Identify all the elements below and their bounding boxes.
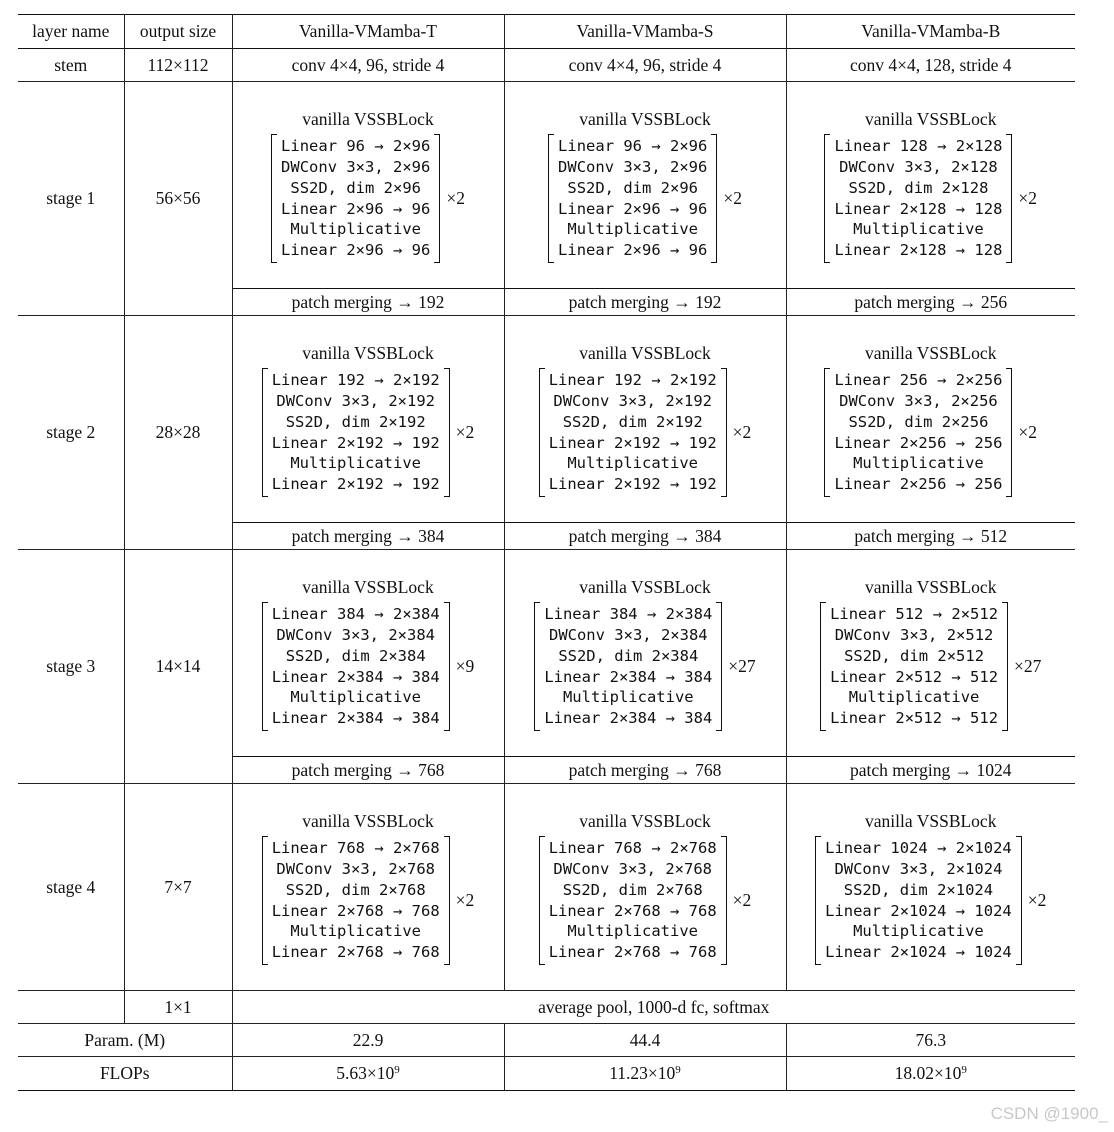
block-layer-line: Linear 2×768 → 768 — [271, 901, 440, 920]
block-title: vanilla VSSBLock — [579, 577, 711, 598]
block-layer-line: Linear 1024 → 2×1024 — [825, 839, 1012, 858]
block-layer-line: SS2D, dim 2×1024 — [843, 880, 994, 899]
block-layer-line: DWConv 3×3, 2×1024 — [834, 859, 1003, 878]
block-layer-line: Linear 2×128 → 128 — [834, 199, 1003, 218]
block-repeat-count: ×2 — [455, 890, 475, 910]
block-layer-line: Multiplicative — [567, 922, 698, 941]
watermark: CSDN @1900_ — [990, 1104, 1108, 1123]
block-layer-line: DWConv 3×3, 2×384 — [276, 625, 435, 644]
block-title: vanilla VSSBLock — [302, 811, 434, 832]
block-layer-line: Multiplicative — [567, 220, 699, 239]
stage-block-cell — [786, 784, 1075, 991]
stem-cell-b: conv 4×4, 128, stride 4 — [849, 54, 1012, 75]
stage-block-cell — [504, 550, 786, 757]
stage-block-cell — [504, 784, 786, 991]
stem-size: 112×112 — [124, 49, 232, 82]
block-matrix-row — [539, 838, 752, 963]
block-layer-line: Multiplicative — [290, 688, 421, 707]
block-title: vanilla VSSBLock — [865, 109, 997, 130]
block-layer-line: Linear 2×384 → 384 — [271, 667, 440, 686]
block-layer-matrix — [824, 136, 1012, 261]
block-layer-matrix — [271, 136, 440, 261]
block-layer-matrix — [815, 838, 1022, 963]
stage-block-cell — [786, 550, 1075, 757]
flops-exponent: 9 — [675, 1064, 681, 1076]
block-matrix-row — [824, 370, 1037, 495]
block-layer-line: Linear 192 → 2×192 — [548, 371, 717, 390]
block-repeat-count: ×2 — [732, 422, 752, 442]
block-layer-line: SS2D, dim 2×96 — [290, 178, 422, 197]
block-layer-line: Linear 384 → 2×384 — [271, 605, 440, 624]
block-layer-line: SS2D, dim 2×384 — [558, 646, 699, 665]
block-matrix-row — [820, 604, 1041, 729]
block-layer-line: SS2D, dim 2×96 — [567, 178, 699, 197]
architecture-table — [18, 14, 1075, 1091]
block-layer-line: Linear 2×1024 → 1024 — [825, 943, 1012, 962]
vss-block — [787, 577, 1076, 729]
block-layer-line: Multiplicative — [853, 220, 984, 239]
pool-layer-name — [18, 991, 124, 1024]
vss-block — [233, 577, 504, 729]
block-title: vanilla VSSBLock — [302, 343, 434, 364]
stem-row — [18, 49, 1075, 82]
block-repeat-count: ×2 — [723, 188, 742, 208]
block-layer-line: Linear 2×512 → 512 — [830, 709, 999, 728]
block-repeat-count: ×2 — [1018, 422, 1038, 442]
block-layer-line: Linear 2×384 → 384 — [271, 709, 440, 728]
block-repeat-count: ×2 — [1027, 890, 1047, 910]
block-repeat-count: ×2 — [1018, 188, 1038, 208]
block-layer-line: Linear 2×256 → 256 — [834, 475, 1003, 494]
block-repeat-count: ×2 — [732, 890, 752, 910]
block-layer-line: Multiplicative — [853, 454, 984, 473]
block-layer-line: Linear 2×256 → 256 — [834, 433, 1003, 452]
param-value-t: 22.9 — [232, 1024, 504, 1057]
block-layer-matrix — [262, 604, 450, 729]
block-layer-line: Linear 2×1024 → 1024 — [825, 901, 1012, 920]
patch-merging-cell: patch merging → 192 — [232, 289, 504, 316]
block-repeat-count: ×2 — [455, 422, 475, 442]
block-layer-matrix — [534, 604, 722, 729]
block-layer-line: Multiplicative — [562, 688, 694, 707]
block-layer-line: Linear 512 → 2×512 — [830, 605, 999, 624]
stage-row — [18, 82, 1075, 289]
stage-block-cell — [232, 550, 504, 757]
block-layer-line: DWConv 3×3, 2×512 — [834, 625, 994, 644]
block-layer-line: Multiplicative — [290, 922, 421, 941]
flops-value-b — [786, 1057, 1075, 1091]
flops-value-t — [232, 1057, 504, 1091]
block-repeat-count: ×9 — [455, 656, 475, 676]
header-model-s: Vanilla-VMamba-S — [504, 15, 786, 49]
block-layer-line: DWConv 3×3, 2×128 — [839, 157, 998, 176]
patch-merging-cell: patch merging → 384 — [232, 523, 504, 550]
block-matrix-row — [262, 604, 475, 729]
block-title: vanilla VSSBLock — [579, 343, 711, 364]
block-matrix-row — [262, 370, 475, 495]
patch-merging-cell: patch merging → 256 — [854, 291, 1008, 312]
header-model-t: Vanilla-VMamba-T — [232, 15, 504, 49]
stage-name: stage 4 — [18, 784, 124, 991]
patch-merging-cell: patch merging → 192 — [504, 289, 786, 316]
stage-name: stage 3 — [18, 550, 124, 784]
block-layer-line: Linear 2×512 → 512 — [830, 667, 999, 686]
block-layer-line: DWConv 3×3, 2×256 — [839, 391, 998, 410]
block-layer-matrix — [548, 136, 717, 261]
stage-output-size: 14×14 — [124, 550, 232, 784]
vss-block — [505, 811, 786, 963]
pool-row — [18, 991, 1075, 1024]
block-title: vanilla VSSBLock — [579, 109, 711, 130]
block-layer-line: Linear 2×96 → 96 — [558, 241, 708, 260]
block-layer-line: Linear 2×96 → 96 — [281, 241, 431, 260]
block-layer-line: Linear 2×384 → 384 — [544, 709, 713, 728]
vss-block — [505, 577, 786, 729]
pool-text: average pool, 1000-d fc, softmax — [538, 996, 770, 1017]
block-layer-line: Linear 2×768 → 768 — [548, 943, 717, 962]
stage-block-cell — [786, 82, 1075, 289]
block-matrix-row — [824, 136, 1037, 261]
stage-row — [18, 550, 1075, 757]
param-value-s: 44.4 — [504, 1024, 786, 1057]
param-row — [18, 1024, 1075, 1057]
block-layer-line: Linear 2×96 → 96 — [281, 199, 431, 218]
block-layer-line: SS2D, dim 2×192 — [562, 412, 703, 431]
patch-merging-cell: patch merging → 384 — [504, 523, 786, 550]
flops-row — [18, 1057, 1075, 1091]
param-value-b: 76.3 — [915, 1029, 947, 1050]
block-layer-line: Linear 768 → 2×768 — [271, 839, 440, 858]
header-output-size: output size — [124, 15, 232, 49]
vss-block — [787, 811, 1076, 963]
block-layer-line: SS2D, dim 2×128 — [848, 178, 989, 197]
block-layer-matrix — [539, 370, 727, 495]
stage-row — [18, 316, 1075, 523]
block-layer-line: Linear 256 → 2×256 — [834, 371, 1003, 390]
block-layer-line: SS2D, dim 2×512 — [844, 646, 985, 665]
stage-block-cell — [232, 784, 504, 991]
vss-block — [787, 109, 1076, 261]
stage-block-cell — [232, 316, 504, 523]
flops-exponent: 9 — [394, 1064, 400, 1076]
vss-block — [233, 343, 504, 495]
block-layer-line: Multiplicative — [567, 454, 698, 473]
flops-value-s — [504, 1057, 786, 1091]
block-layer-matrix — [262, 370, 450, 495]
block-matrix-row — [548, 136, 742, 261]
block-matrix-row — [262, 838, 475, 963]
patch-merging-cell: patch merging → 768 — [232, 757, 504, 784]
header-row — [18, 15, 1075, 49]
block-layer-line: Linear 2×192 → 192 — [271, 433, 440, 452]
block-title: vanilla VSSBLock — [865, 343, 997, 364]
flops-label: FLOPs — [18, 1057, 232, 1091]
block-layer-line: Linear 384 → 2×384 — [544, 605, 713, 624]
stage-row — [18, 784, 1075, 991]
flops-mantissa: 18.02×10 — [894, 1063, 962, 1083]
stage-name: stage 2 — [18, 316, 124, 550]
stage-block-cell — [232, 82, 504, 289]
block-layer-line: Linear 2×192 → 192 — [271, 475, 440, 494]
stem-name: stem — [18, 49, 124, 82]
block-layer-line: SS2D, dim 2×192 — [285, 412, 426, 431]
stage-output-size: 7×7 — [124, 784, 232, 991]
block-layer-matrix — [539, 838, 727, 963]
param-label: Param. (M) — [18, 1024, 232, 1057]
block-title: vanilla VSSBLock — [579, 811, 711, 832]
block-matrix-row — [271, 136, 465, 261]
block-layer-line: Linear 2×384 → 384 — [544, 667, 713, 686]
stage-output-size: 28×28 — [124, 316, 232, 550]
stage-output-size: 56×56 — [124, 82, 232, 316]
stage-block-cell — [504, 316, 786, 523]
block-layer-line: Multiplicative — [853, 922, 984, 941]
stage-block-cell — [504, 82, 786, 289]
patch-merging-cell: patch merging → 768 — [504, 757, 786, 784]
block-repeat-count: ×27 — [728, 656, 756, 676]
block-layer-line: DWConv 3×3, 2×768 — [276, 859, 435, 878]
block-layer-line: Linear 2×768 → 768 — [548, 901, 717, 920]
block-repeat-count: ×27 — [1014, 656, 1042, 676]
block-layer-line: Linear 2×96 → 96 — [558, 199, 708, 218]
block-layer-line: DWConv 3×3, 2×96 — [281, 157, 431, 176]
block-layer-line: DWConv 3×3, 2×768 — [553, 859, 712, 878]
stem-cell-t: conv 4×4, 96, stride 4 — [232, 49, 504, 82]
block-matrix-row — [815, 838, 1046, 963]
block-title: vanilla VSSBLock — [865, 811, 997, 832]
patch-merging-cell: patch merging → 1024 — [849, 759, 1012, 780]
block-layer-matrix — [820, 604, 1008, 729]
block-repeat-count: ×2 — [446, 188, 465, 208]
block-layer-line: DWConv 3×3, 2×384 — [548, 625, 708, 644]
block-layer-line: Linear 2×768 → 768 — [271, 943, 440, 962]
block-matrix-row — [539, 370, 752, 495]
block-title: vanilla VSSBLock — [302, 109, 434, 130]
block-layer-matrix — [262, 838, 450, 963]
block-layer-line: SS2D, dim 2×256 — [848, 412, 989, 431]
block-title: vanilla VSSBLock — [865, 577, 997, 598]
block-layer-line: DWConv 3×3, 2×192 — [276, 391, 435, 410]
flops-mantissa: 11.23×10 — [609, 1063, 676, 1083]
block-matrix-row — [534, 604, 755, 729]
vss-block — [233, 109, 504, 261]
block-layer-line: Linear 96 → 2×96 — [281, 137, 431, 156]
flops-mantissa: 5.63×10 — [336, 1063, 395, 1083]
block-layer-line: Linear 128 → 2×128 — [834, 137, 1003, 156]
vss-block — [505, 109, 786, 261]
block-layer-line: Linear 2×128 → 128 — [834, 241, 1003, 260]
block-title: vanilla VSSBLock — [302, 577, 434, 598]
stage-block-cell — [786, 316, 1075, 523]
block-layer-line: Linear 2×192 → 192 — [548, 475, 717, 494]
patch-merging-cell: patch merging → 512 — [854, 525, 1008, 546]
header-model-b: Vanilla-VMamba-B — [861, 21, 1001, 41]
block-layer-line: Linear 96 → 2×96 — [558, 137, 708, 156]
block-layer-line: Multiplicative — [290, 220, 422, 239]
vss-block — [787, 343, 1076, 495]
block-layer-line: SS2D, dim 2×768 — [285, 880, 426, 899]
stage-name: stage 1 — [18, 82, 124, 316]
block-layer-line: Multiplicative — [290, 454, 421, 473]
block-layer-line: Linear 192 → 2×192 — [271, 371, 440, 390]
block-layer-line: DWConv 3×3, 2×96 — [558, 157, 708, 176]
block-layer-line: Linear 768 → 2×768 — [548, 839, 717, 858]
vss-block — [233, 811, 504, 963]
header-layer-name: layer name — [18, 15, 124, 49]
block-layer-line: Linear 2×192 → 192 — [548, 433, 717, 452]
vss-block — [505, 343, 786, 495]
block-layer-line: SS2D, dim 2×384 — [285, 646, 426, 665]
block-layer-line: Multiplicative — [848, 688, 980, 707]
flops-exponent: 9 — [961, 1064, 967, 1076]
block-layer-line: SS2D, dim 2×768 — [562, 880, 703, 899]
pool-size: 1×1 — [124, 991, 232, 1024]
stem-cell-s: conv 4×4, 96, stride 4 — [504, 49, 786, 82]
block-layer-matrix — [824, 370, 1012, 495]
block-layer-line: DWConv 3×3, 2×192 — [553, 391, 712, 410]
